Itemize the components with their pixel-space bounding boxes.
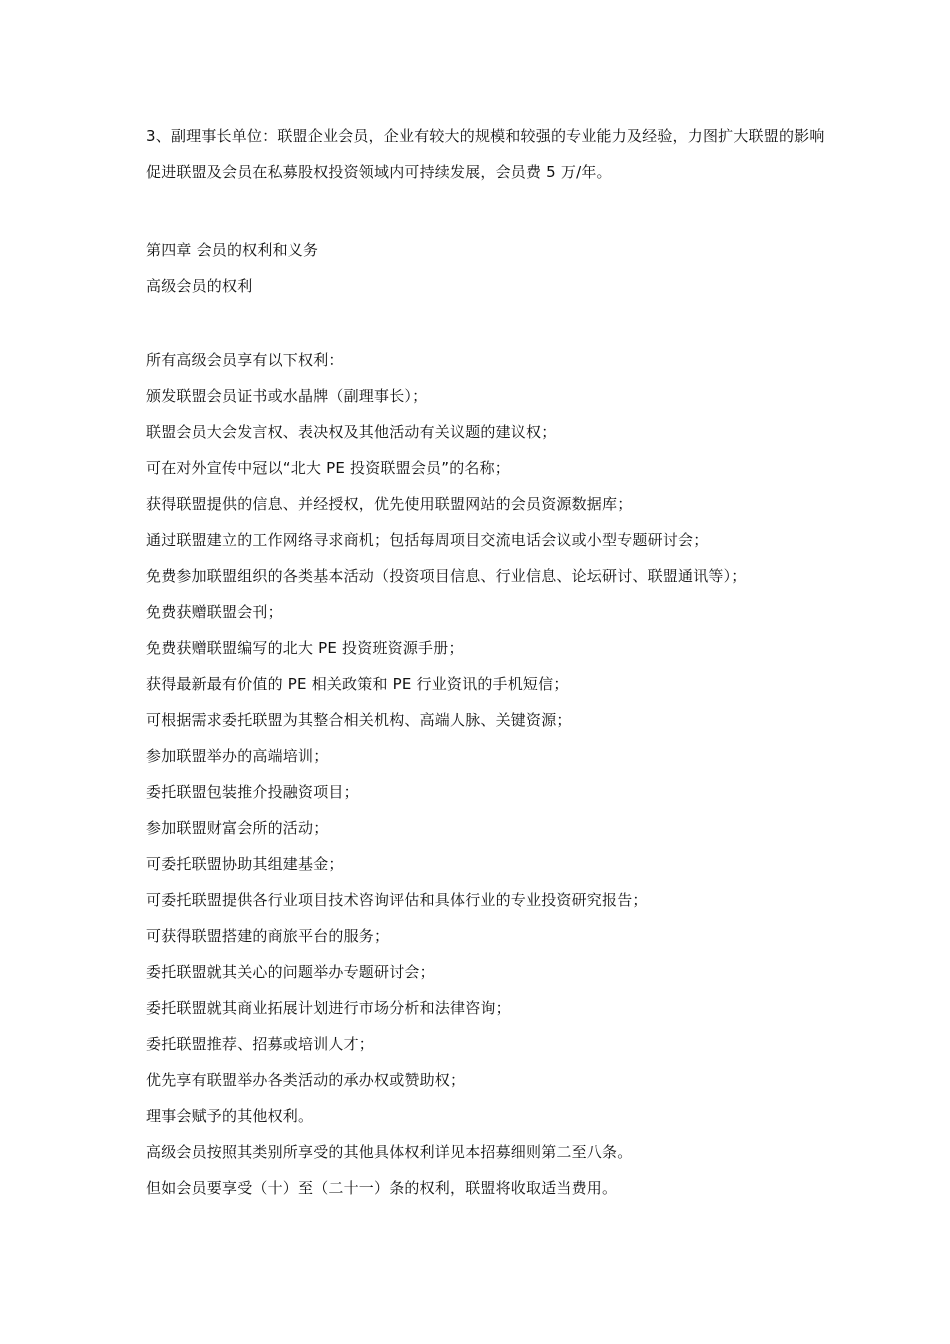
- rights-item: 委托联盟包装推介投融资项目；: [146, 783, 359, 801]
- rights-item: 联盟会员大会发言权、表决权及其他活动有关议题的建议权；: [146, 423, 557, 441]
- rights-item: 获得最新最有价值的 PE 相关政策和 PE 行业资讯的手机短信；: [146, 675, 569, 693]
- rights-item: 参加联盟财富会所的活动；: [146, 819, 329, 837]
- rights-item: 可委托联盟协助其组建基金；: [146, 855, 344, 873]
- rights-item: 可委托联盟提供各行业项目技术咨询评估和具体行业的专业投资研究报告；: [146, 891, 648, 909]
- rights-item: 可在对外宣传中冠以“北大 PE 投资联盟会员”的名称；: [146, 459, 511, 477]
- rights-item: 可根据需求委托联盟为其整合相关机构、高端人脉、关键资源；: [146, 711, 572, 729]
- chapter-title: 第四章 会员的权利和义务: [146, 241, 319, 259]
- rights-item: 可获得联盟搭建的商旅平台的服务；: [146, 927, 390, 945]
- rights-item: 理事会赋予的其他权利。: [146, 1107, 314, 1125]
- rights-item: 颁发联盟会员证书或水晶牌（副理事长）；: [146, 387, 428, 405]
- rights-item: 委托联盟就其关心的问题举办专题研讨会；: [146, 963, 435, 981]
- rights-item: 免费获赠联盟编写的北大 PE 投资班资源手册；: [146, 639, 464, 657]
- rights-item: 委托联盟就其商业拓展计划进行市场分析和法律咨询；: [146, 999, 511, 1017]
- closing-note-1: 高级会员按照其类别所享受的其他具体权利详见本招募细则第二至八条。: [146, 1143, 633, 1161]
- closing-note-2: 但如会员要享受（十）至（二十一）条的权利，联盟将收取适当费用。: [146, 1179, 618, 1197]
- rights-list: [146, 378, 826, 1134]
- rights-intro: 所有高级会员享有以下权利：: [146, 351, 344, 369]
- rights-item: 参加联盟举办的高端培训；: [146, 747, 329, 765]
- spacer: [146, 304, 826, 342]
- rights-item: 免费参加联盟组织的各类基本活动（投资项目信息、行业信息、论坛研讨、联盟通讯等）；: [146, 567, 747, 585]
- intro-paragraph: 3、副理事长单位：联盟企业会员，企业有较大的规模和较强的专业能力及经验，力图扩大联盟的影响促进联盟及会员在私募股权投资领域内可持续发展，会员费 5 万/年。: [146, 127, 825, 181]
- rights-item: 获得联盟提供的信息、并经授权，优先使用联盟网站的会员资源数据库；: [146, 495, 633, 513]
- document-body: [146, 118, 826, 1206]
- section-title: 高级会员的权利: [146, 277, 253, 295]
- rights-item: 免费获赠联盟会刊；: [146, 603, 283, 621]
- rights-item: 通过联盟建立的工作网络寻求商机；包括每周项目交流电话会议或小型专题研讨会；: [146, 531, 709, 549]
- rights-item: 优先享有联盟举办各类活动的承办权或赞助权；: [146, 1071, 466, 1089]
- spacer: [146, 190, 826, 232]
- rights-item: 委托联盟推荐、招募或培训人才；: [146, 1035, 375, 1053]
